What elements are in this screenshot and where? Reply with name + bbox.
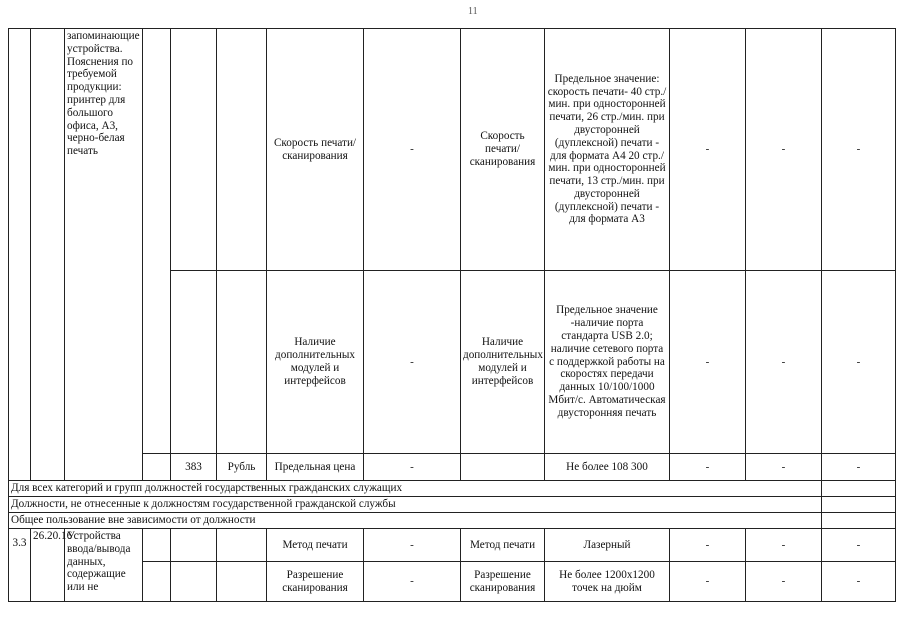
- extra-cell-1: -: [670, 29, 746, 271]
- extra-cell-3: -: [822, 271, 896, 454]
- characteristic2-cell: Наличие дополнительных модулей и интерфейсов: [461, 271, 545, 454]
- value-cell: -: [364, 454, 461, 481]
- item-number: 3.3: [9, 529, 31, 602]
- empty-cell: [143, 454, 171, 481]
- unit-cell: [217, 271, 267, 454]
- value-cell: -: [364, 562, 461, 602]
- characteristic2-cell: Разрешение сканирования: [461, 562, 545, 602]
- okei-code-cell: 383: [171, 454, 217, 481]
- extra-cell-1: -: [670, 529, 746, 562]
- empty-cell: [143, 529, 171, 562]
- characteristic2-cell: [461, 454, 545, 481]
- item-code-cell: [31, 29, 65, 481]
- section-header-row: [9, 481, 896, 497]
- item-code: 26.20.16: [31, 529, 65, 602]
- value2-cell: Не более 1200x1200 точек на дюйм: [545, 562, 670, 602]
- extra-cell-2: -: [746, 29, 822, 271]
- okei-code-cell: [171, 562, 217, 602]
- section-header-row: [9, 513, 896, 529]
- extra-cell-2: -: [746, 454, 822, 481]
- characteristic-cell: Наличие дополнительных модулей и интерфейсов: [267, 271, 364, 454]
- extra-cell-2: -: [746, 529, 822, 562]
- characteristic2-cell: Скорость печати/сканирования: [461, 29, 545, 271]
- value2-cell: Предельное значение -наличие порта стандарта USB 2.0; наличие сетевого порта с поддержкой работы на скоростях передачи данных 10/100/1000 Мбит/с. Автоматическая двусторонняя печать: [545, 271, 670, 454]
- table-row: [9, 529, 896, 562]
- value2-cell: Лазерный: [545, 529, 670, 562]
- unit-cell: [217, 562, 267, 602]
- value-cell: -: [364, 29, 461, 271]
- characteristic-cell: Скорость печати/сканирования: [267, 29, 364, 271]
- extra-cell-3: -: [822, 562, 896, 602]
- page-number: 11: [468, 6, 478, 17]
- extra-cell-2: -: [746, 562, 822, 602]
- characteristic-cell: Предельная цена: [267, 454, 364, 481]
- section-header: Общее пользование вне зависимости от должности: [9, 513, 822, 529]
- item-number-cell: [9, 29, 31, 481]
- extra-cell-3: -: [822, 29, 896, 271]
- item-description: Устройства ввода/вывода данных, содержащие или не: [65, 529, 143, 602]
- okei-code-cell: [171, 529, 217, 562]
- section-header-row: [9, 497, 896, 513]
- okei-code-cell: [171, 29, 217, 271]
- extra-cell-3: -: [822, 529, 896, 562]
- item-description: запоминающие устройства. Пояснения по требуемой продукции: принтер для большого офиса, А3, черно-белая печать: [65, 29, 143, 481]
- unit-cell: [217, 29, 267, 271]
- value2-cell: Предельное значение: скорость печати- 40 стр./мин. при односторонней печати, 26 стр./мин. при двусторонней (дуплексной) печати - для формата А4 20 стр./мин. при односторонней печати, 13 стр./мин. при двусторонней (дуплексной) печати - для формата А3: [545, 29, 670, 271]
- empty-cell: [822, 497, 896, 513]
- extra-cell-1: -: [670, 454, 746, 481]
- characteristic2-cell: Метод печати: [461, 529, 545, 562]
- empty-cell: [822, 481, 896, 497]
- characteristic-cell: Метод печати: [267, 529, 364, 562]
- extra-cell-1: -: [670, 271, 746, 454]
- section-header: Должности, не отнесенные к должностям государственной гражданской службы: [9, 497, 822, 513]
- empty-cell: [143, 29, 171, 454]
- section-header: Для всех категорий и групп должностей государственных гражданских служащих: [9, 481, 822, 497]
- value2-cell: Не более 108 300: [545, 454, 670, 481]
- table-row: [9, 562, 896, 602]
- empty-cell: [143, 562, 171, 602]
- unit-cell: [217, 529, 267, 562]
- extra-cell-2: -: [746, 271, 822, 454]
- value-cell: -: [364, 529, 461, 562]
- value-cell: -: [364, 271, 461, 454]
- unit-cell: Рубль: [217, 454, 267, 481]
- characteristic-cell: Разрешение сканирования: [267, 562, 364, 602]
- extra-cell-1: -: [670, 562, 746, 602]
- specification-table: [8, 28, 896, 602]
- table-row: [9, 454, 896, 481]
- extra-cell-3: -: [822, 454, 896, 481]
- okei-code-cell: [171, 271, 217, 454]
- table-row: [9, 29, 896, 271]
- empty-cell: [822, 513, 896, 529]
